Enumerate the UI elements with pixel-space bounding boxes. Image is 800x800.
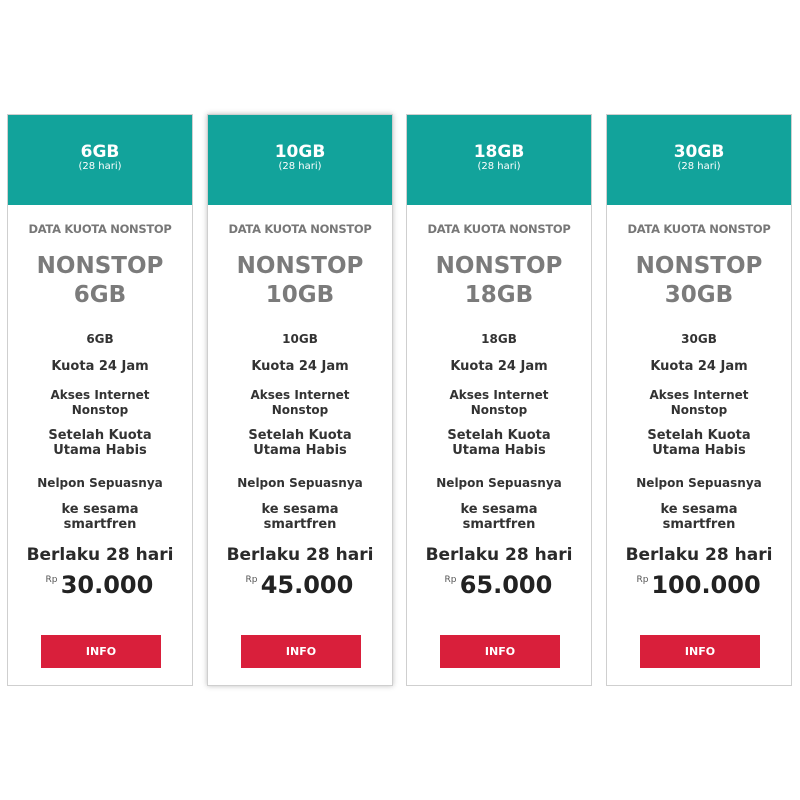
info-button[interactable]: INFO (41, 635, 161, 668)
plan-header (407, 115, 591, 205)
validity: Berlaku 28 hari (625, 545, 773, 565)
feature-access (607, 388, 791, 418)
plan-category: DATA KUOTA NONSTOP (627, 222, 771, 236)
plan-header-quota: 10GB (274, 142, 326, 162)
validity: Berlaku 28 hari (26, 545, 174, 565)
feature-call: Nelpon Sepuasnya (237, 476, 363, 490)
feature-after-line2: Utama Habis (253, 443, 347, 458)
feature-access (407, 388, 591, 418)
feature-access (208, 388, 392, 418)
feature-to (8, 502, 192, 532)
feature-to (607, 502, 791, 532)
feature-access-line2: Nonstop (271, 403, 329, 417)
price (208, 571, 392, 605)
info-button[interactable]: INFO (241, 635, 361, 668)
feature-24h: Kuota 24 Jam (450, 359, 548, 374)
plan-name-line1: NONSTOP (236, 253, 364, 279)
feature-to-line2: smartfren (63, 517, 137, 532)
feature-24h: Kuota 24 Jam (650, 359, 748, 374)
feature-access-line2: Nonstop (71, 403, 129, 417)
plan-name-line2: 18GB (464, 282, 534, 308)
plan-name-line2: 30GB (664, 282, 734, 308)
plan-name-line2: 6GB (73, 282, 127, 308)
feature-to-line1: ke sesama (660, 502, 738, 517)
feature-after-line1: Setelah Kuota (447, 428, 551, 443)
feature-access-line1: Akses Internet (50, 388, 150, 402)
currency: Rp (45, 575, 58, 585)
plan-header (208, 115, 392, 205)
info-button[interactable]: INFO (440, 635, 560, 668)
plan-card (406, 114, 592, 686)
currency: Rp (444, 575, 457, 585)
feature-to-line2: smartfren (263, 517, 337, 532)
plan-header-duration: (28 hari) (677, 161, 721, 172)
feature-after (208, 428, 392, 458)
price-amount: 65.000 (459, 571, 553, 599)
currency: Rp (636, 575, 649, 585)
feature-24h: Kuota 24 Jam (251, 359, 349, 374)
price-amount: 100.000 (651, 571, 761, 599)
plan-name (8, 252, 192, 310)
plan-header-quota: 18GB (473, 142, 525, 162)
feature-after-line1: Setelah Kuota (48, 428, 152, 443)
feature-quota: 10GB (282, 332, 318, 346)
validity: Berlaku 28 hari (425, 545, 573, 565)
feature-after (8, 428, 192, 458)
price (607, 571, 791, 605)
price-amount: 30.000 (60, 571, 154, 599)
plan-category: DATA KUOTA NONSTOP (28, 222, 172, 236)
price (8, 571, 192, 605)
plan-card (207, 114, 393, 686)
feature-to-line2: smartfren (662, 517, 736, 532)
currency: Rp (245, 575, 258, 585)
feature-call: Nelpon Sepuasnya (636, 476, 762, 490)
feature-call: Nelpon Sepuasnya (436, 476, 562, 490)
price (407, 571, 591, 605)
plan-header (8, 115, 192, 205)
feature-access-line2: Nonstop (470, 403, 528, 417)
feature-quota: 30GB (681, 332, 717, 346)
validity: Berlaku 28 hari (226, 545, 374, 565)
plan-header-quota: 30GB (673, 142, 725, 162)
plan-card (606, 114, 792, 686)
plan-header-duration: (28 hari) (477, 161, 521, 172)
plan-name-line1: NONSTOP (36, 253, 164, 279)
plan-header-duration: (28 hari) (278, 161, 322, 172)
feature-access-line2: Nonstop (670, 403, 728, 417)
feature-access (8, 388, 192, 418)
plan-card (7, 114, 193, 686)
feature-24h: Kuota 24 Jam (51, 359, 149, 374)
feature-to-line1: ke sesama (460, 502, 538, 517)
feature-call: Nelpon Sepuasnya (37, 476, 163, 490)
feature-quota: 6GB (86, 332, 114, 346)
feature-access-line1: Akses Internet (449, 388, 549, 402)
feature-to-line1: ke sesama (261, 502, 339, 517)
feature-after-line2: Utama Habis (53, 443, 147, 458)
plan-name (208, 252, 392, 310)
feature-after (607, 428, 791, 458)
feature-quota: 18GB (481, 332, 517, 346)
plan-name-line1: NONSTOP (435, 253, 563, 279)
info-button[interactable]: INFO (640, 635, 760, 668)
plan-name (407, 252, 591, 310)
feature-to-line2: smartfren (462, 517, 536, 532)
plan-header (607, 115, 791, 205)
plan-category: DATA KUOTA NONSTOP (228, 222, 372, 236)
plan-header-duration: (28 hari) (78, 161, 122, 172)
plan-name-line2: 10GB (265, 282, 335, 308)
feature-access-line1: Akses Internet (649, 388, 749, 402)
feature-access-line1: Akses Internet (250, 388, 350, 402)
feature-to (407, 502, 591, 532)
feature-to (208, 502, 392, 532)
plan-name-line1: NONSTOP (635, 253, 763, 279)
feature-after-line2: Utama Habis (652, 443, 746, 458)
feature-after (407, 428, 591, 458)
price-amount: 45.000 (260, 571, 354, 599)
feature-after-line1: Setelah Kuota (248, 428, 352, 443)
feature-to-line1: ke sesama (61, 502, 139, 517)
plan-category: DATA KUOTA NONSTOP (427, 222, 571, 236)
feature-after-line2: Utama Habis (452, 443, 546, 458)
feature-after-line1: Setelah Kuota (647, 428, 751, 443)
plan-header-quota: 6GB (80, 142, 120, 162)
plan-name (607, 252, 791, 310)
